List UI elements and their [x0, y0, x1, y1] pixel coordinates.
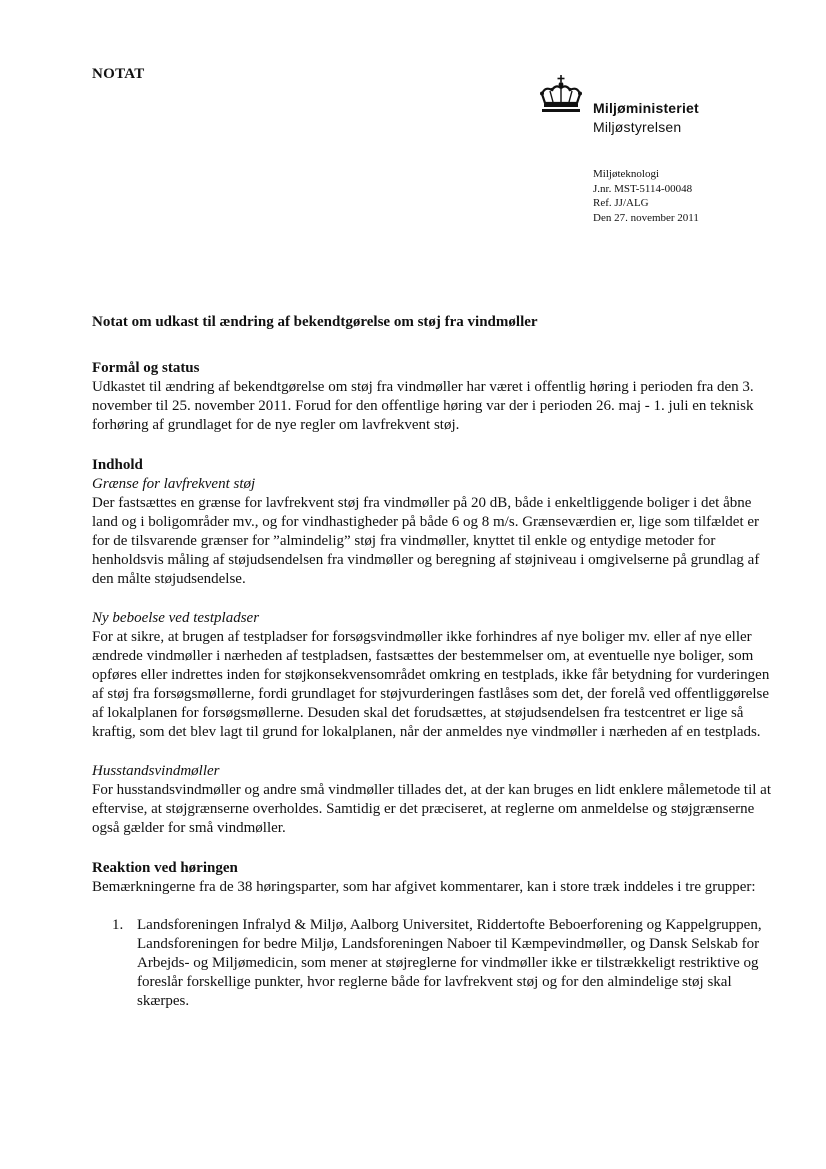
- paragraph-household-turbines: For husstandsvindmøller og andre små vindmøller tillades det, at der kan bruges en lidt enklere målemetode til at eftervise, at støjgrænserne overholdes. Samtidig er det præciseret, at reglerne om anmeldelse og støjgrænserne også gælder for små vindmøller.: [92, 782, 771, 836]
- list-item-text: Landsforeningen Infralyd & Miljø, Aalborg Universitet, Riddertofte Beboerforening og Kappelgruppen, Landsforeningen for bedre Miljø, Landsforeningen Naboer til Kæmpevindmøller, og Dansk Selskab for Arbejds- og Miljømedicin, som mener at støjreglerne for vindmøller ikke er tilstrækkeligt restriktive og foreslår forskellige punkter, hvor reglerne både for lavfrekvent støj og for den almindelige støj skal skærpes.: [137, 917, 762, 1009]
- paragraph-reaction: Bemærkningerne fra de 38 høringsparter, som har afgivet kommentarer, kan i store træk inddeles i tre grupper:: [92, 879, 756, 895]
- ministry-logo-text: [593, 99, 699, 137]
- list-item: [112, 916, 772, 1011]
- meta-journal-number: J.nr. MST-5114-00048: [593, 182, 693, 195]
- response-groups-list: [92, 916, 772, 1011]
- document-type-label: NOTAT: [92, 66, 145, 82]
- paragraph-purpose: Udkastet til ændring af bekendtgørelse om støj fra vindmøller har været i offentlig høring i perioden fra den 3. november til 25. november 2011. Forud for den offentlige høring var der i perioden 26. maj - 1. juli en teknisk forhøring af grundlaget for de nye regler om lavfrekvent støj.: [92, 379, 754, 433]
- paragraph-test-sites: For at sikre, at brugen af testpladser for forsøgsvindmøller ikke forhindres af nye boliger mv. eller af nye eller ændrede vindmøller i nærheden af testpladsen, fastsættes der bestemmelser om, at eventuelle nye boliger, som opføres eller indrettes inden for støjkonsekvensområdet omkring en testplads, ikke får betydning for vurderingen af støj fra forsøgsmøllerne, fordi grundlaget for støjvurderingen fastlåses som det, der forelå ved offentliggørelse af lokalplanen for forsøgsmøllerne. Desuden skal det forudsættes, at støjudsendelsen fra testcentret er lige så kraftig, som det blev lagt til grund for lokalplanen, når der anmeldes nye vindmøller i nærheden af en testplads.: [92, 629, 770, 740]
- agency-name: Miljøstyrelsen: [593, 119, 682, 135]
- section-heading-content: Indhold: [92, 457, 143, 473]
- list-item-number: 1.: [112, 917, 124, 933]
- section-heading-purpose: Formål og status: [92, 360, 200, 376]
- meta-date: Den 27. november 2011: [593, 211, 699, 224]
- subheading-household-turbines: Husstandsvindmøller: [92, 763, 220, 779]
- document-body: [92, 313, 772, 1011]
- document-title: Notat om udkast til ændring af bekendtgørelse om støj fra vindmøller: [92, 314, 538, 330]
- paragraph-low-frequency: Der fastsættes en grænse for lavfrekvent støj fra vindmøller på 20 dB, både i enkeltliggende boliger i det åbne land og i boligområder mv., og for vindhastigheder på både 6 og 8 m/s. Grænseværdien er, lige som tilfældet er for de tilsvarende grænser for ”almindelig” støj fra vindmøller, knyttet til enkle og entydige metoder for henholdsvis måling af støjudsendelsen fra vindmøller og beregning af støjniveau i omgivelserne på grundlag af den målte støjudsendelse.: [92, 495, 760, 587]
- subheading-test-sites: Ny beboelse ved testpladser: [92, 610, 260, 626]
- section-heading-reaction: Reaktion ved høringen: [92, 860, 238, 876]
- document-meta: [593, 167, 699, 225]
- crown-logo-icon: [536, 74, 586, 114]
- meta-reference: Ref. JJ/ALG: [593, 197, 649, 209]
- subheading-low-frequency: Grænse for lavfrekvent støj: [92, 476, 256, 492]
- ministry-name: Miljøministeriet: [593, 100, 699, 116]
- meta-department: Miljøteknologi: [593, 168, 659, 180]
